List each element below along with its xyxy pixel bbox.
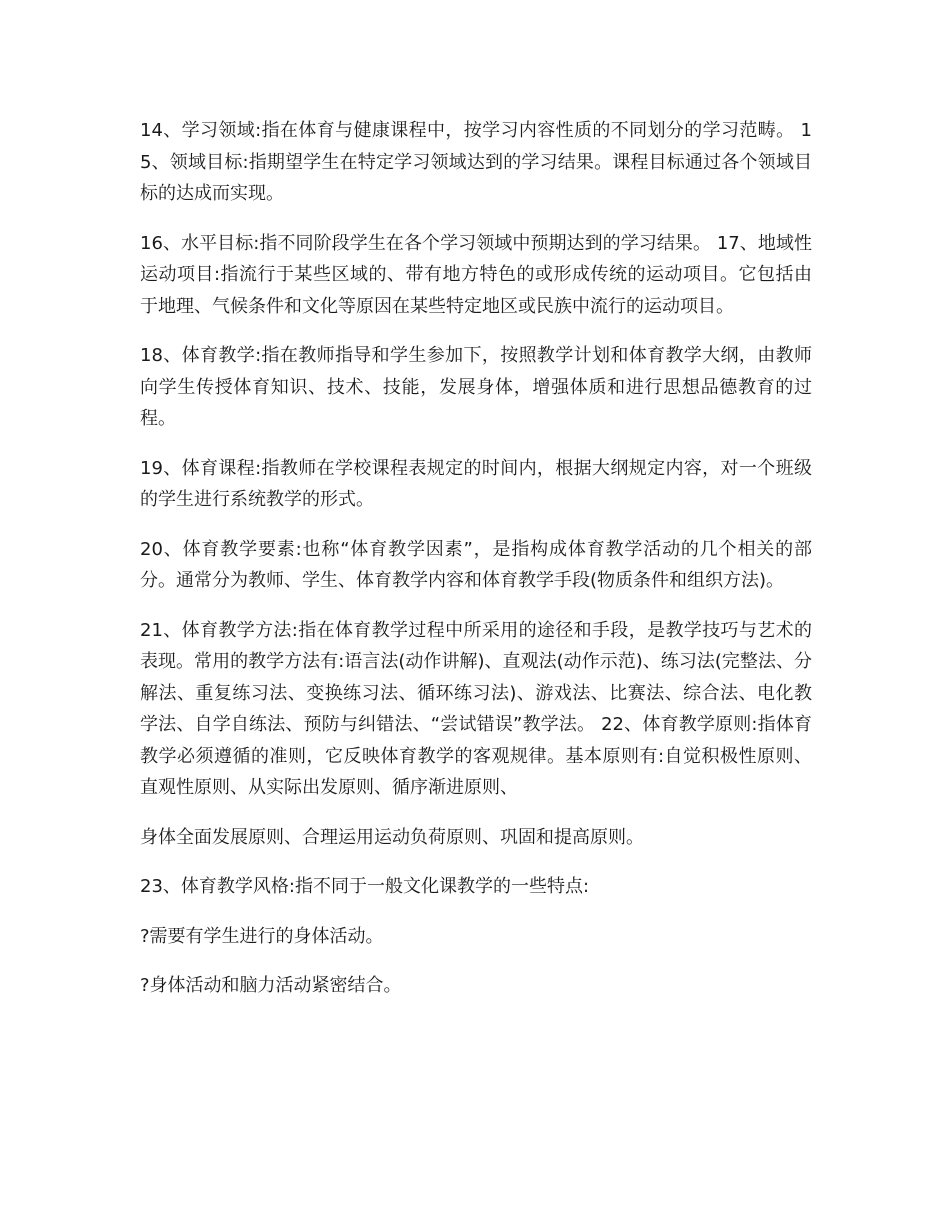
paragraph-term-23: 23、体育教学风格:指不同于一般文化课教学的一些特点: [140, 876, 590, 897]
list-item: ?身体活动和脑力活动紧密结合。 [140, 975, 402, 996]
list-item: ?需要有学生进行的身体活动。 [140, 925, 384, 947]
paragraph-term-20: 20、体育教学要素:也称“体育教学因素”，是指构成体育教学活动的几个相关的部分。通常分为教师、学生、体育教学内容和体育教学手段(物质条件和组织方法)。 [140, 538, 812, 591]
paragraph-terms-21-22: 21、体育教学方法:指在体育教学过程中所采用的途径和手段，是教学技巧与艺术的表现。常用的教学方法有:语言法(动作讲解)、直观法(动作示范)、练习法(完整法、分解法、重复练习法、变换练习法、循环练习法)、游戏法、比赛法、综合法、电化教学法、自学自练法、预防与纠错法、“尝试错误”教学法。 22、体育教学原则:指体育教学必须遵循的准则，它反映体育教学的客观规律。基本原则有:自觉积极性原则、直观性原则、从实际出发原则、循序渐进原则、 [140, 619, 812, 798]
document-body [140, 115, 812, 1020]
paragraph-term-18: 18、体育教学:指在教师指导和学生参加下，按照教学计划和体育教学大纲，由教师向学生传授体育知识、技术、技能，发展身体，增强体质和进行思想品德教育的过程。 [140, 345, 812, 429]
paragraph-term-19: 19、体育课程:指教师在学校课程表规定的时间内，根据大纲规定内容，对一个班级的学生进行系统教学的形式。 [140, 457, 812, 510]
paragraph-terms-14-15: 14、学习领域:指在体育与健康课程中，按学习内容性质的不同划分的学习范畴。 15、领域目标:指期望学生在特定学习领域达到的学习结果。课程目标通过各个领域目标的达成而实现。 [140, 120, 812, 204]
paragraph-term-22-continued: 身体全面发展原则、合理运用运动负荷原则、巩固和提高原则。 [140, 826, 644, 848]
paragraph-terms-16-17: 16、水平目标:指不同阶段学生在各个学习领域中预期达到的学习结果。 17、地域性运动项目:指流行于某些区域的、带有地方特色的或形成传统的运动项目。它包括由于地理、气候条件和文化等原因在某些特定地区或民族中流行的运动项目。 [140, 232, 812, 317]
